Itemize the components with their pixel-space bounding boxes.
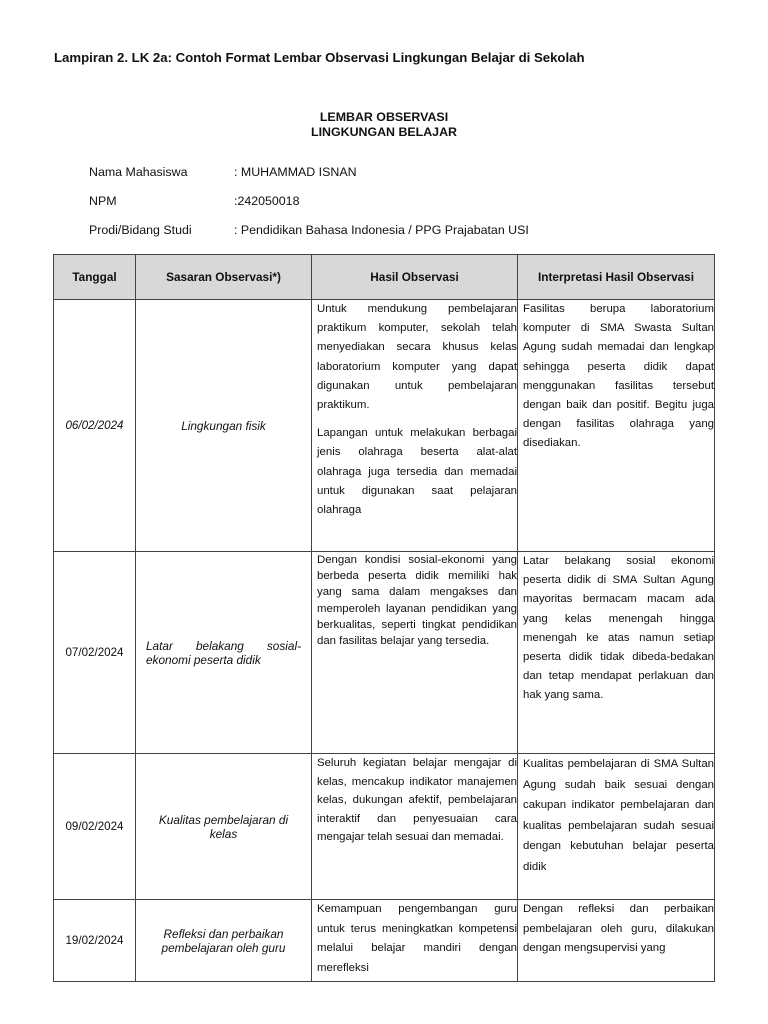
row-target: Lingkungan fisik: [136, 300, 312, 552]
row-result: [312, 754, 518, 900]
header-interpretation: Interpretasi Hasil Observasi: [518, 255, 715, 300]
row-date: 09/02/2024: [54, 754, 136, 900]
row-interpretation: [518, 754, 715, 900]
interpretation-text: Kualitas pembelajaran di SMA Sultan Agung sudah baik sesuai dengan cakupan indikator pembelajaran dan kualitas pembelajaran sudah sesuai dengan kebutuhan belajar peserta didik: [523, 758, 714, 873]
result-paragraph: Seluruh kegiatan belajar mengajar di kelas, mencakup indikator manajemen kelas, dukungan afektif, pembelajaran interaktif dan penyesuaian cara mengajar telah sesuai dan memadai.: [317, 757, 517, 843]
table-row: [54, 300, 715, 552]
npm-value: :242050018: [234, 194, 300, 208]
table-row: [54, 754, 715, 900]
study-program-value: : Pendidikan Bahasa Indonesia / PPG Prajabatan USI: [234, 223, 529, 237]
row-result: [312, 552, 518, 754]
result-paragraph: Kemampuan pengembangan guru untuk terus meningkatkan kompetensi melalui belajar mandiri dengan merefleksi: [317, 903, 517, 974]
result-paragraph: Untuk mendukung pembelajaran praktikum komputer, sekolah telah menyediakan secara khusus kelas laboratorium komputer yang dapat digunakan untuk pembelajaran praktikum.: [317, 303, 517, 412]
interpretation-text: Dengan refleksi dan perbaikan pembelajaran oleh guru, dilakukan dengan mengsupervisi yang: [523, 903, 714, 954]
row-target: Refleksi dan perbaikan pembelajaran oleh guru: [136, 900, 312, 982]
header-date: Tanggal: [54, 255, 136, 300]
table-header-row: [54, 255, 715, 300]
row-result: [312, 300, 518, 552]
document-title-line-2: LINGKUNGAN BELAJAR: [311, 125, 457, 139]
row-target: Latar belakang sosial-ekonomi peserta didik: [136, 552, 312, 754]
result-paragraph: Lapangan untuk melakukan berbagai jenis olahraga beserta alat-alat olahraga juga tersedia dan memadai untuk digunakan saat pelajaran olahraga: [317, 427, 517, 517]
row-interpretation: [518, 552, 715, 754]
student-name-label: Nama Mahasiswa: [89, 165, 188, 179]
appendix-title: Lampiran 2. LK 2a: Contoh Format Lembar Observasi Lingkungan Belajar di Sekolah: [54, 50, 585, 65]
row-result: [312, 900, 518, 982]
row-interpretation: [518, 900, 715, 982]
npm-label: NPM: [89, 194, 117, 208]
student-name-row: [89, 165, 357, 179]
header-target: Sasaran Observasi*): [136, 255, 312, 300]
study-program-row: [89, 223, 529, 237]
header-result: Hasil Observasi: [312, 255, 518, 300]
observation-table: [53, 254, 715, 982]
row-date: 07/02/2024: [54, 552, 136, 754]
npm-row: [89, 194, 299, 208]
row-date: 06/02/2024: [54, 300, 136, 552]
table-row: [54, 552, 715, 754]
interpretation-text: Fasilitas berupa laboratorium komputer di SMA Swasta Sultan Agung sudah memadai dan lengkap sehingga peserta didik dapat menggunakan fasilitas tersebut dengan baik dan positif. Begitu juga dengan fasilitas olahraga yang disediakan.: [523, 303, 714, 450]
result-paragraph: Dengan kondisi sosial-ekonomi yang berbeda peserta didik memiliki hak yang sama dalam mengakses dan memperoleh layanan pendidikan yang berkualitas, seperti tingkat pendidikan dan fasilitas belajar yang tersedia.: [317, 554, 517, 648]
interpretation-text: Latar belakang sosial ekonomi peserta didik di SMA Sultan Agung mayoritas bermacam macam ada yang kelas menengah hingga menengah ke atas namun setiap peserta didik tidak dibeda-bedakan dan tetap mendapat perlakuan dan hak yang sama.: [523, 555, 714, 702]
row-target: Kualitas pembelajaran di kelas: [136, 754, 312, 900]
student-name-value: : MUHAMMAD ISNAN: [234, 165, 357, 179]
table-row: [54, 900, 715, 982]
document-title-line-1: LEMBAR OBSERVASI: [319, 110, 449, 124]
row-interpretation: [518, 300, 715, 552]
study-program-label: Prodi/Bidang Studi: [89, 223, 192, 237]
row-date: 19/02/2024: [54, 900, 136, 982]
